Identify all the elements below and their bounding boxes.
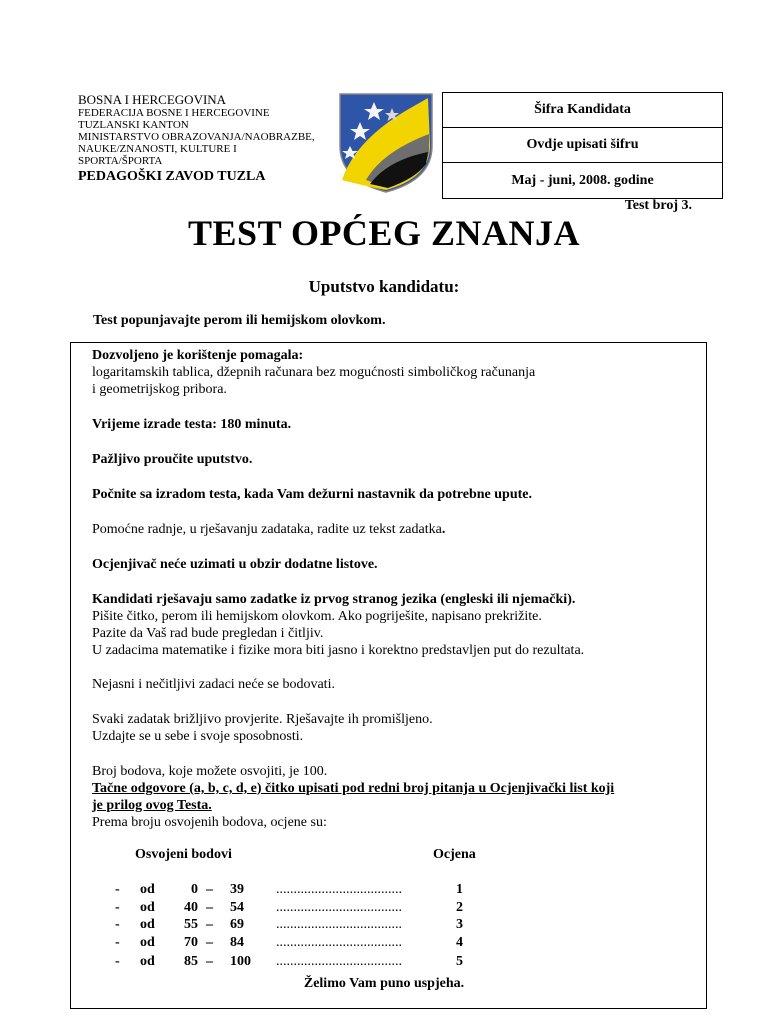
row-sep: – <box>206 882 213 897</box>
row-from: 85 <box>184 954 198 969</box>
neat-note: Pazite da Vaš rad bude pregledan i čitljiv. <box>92 626 324 641</box>
col-points-header: Osvojeni bodovi <box>135 847 232 862</box>
row-grade: 1 <box>456 882 463 897</box>
closing-wish: Želimo Vam puno uspjeha. <box>303 976 465 991</box>
aux-work-instruction <box>92 521 692 538</box>
answers-note-line2: je prilog ovog Testa. <box>92 798 212 813</box>
row-dash: - <box>115 917 120 932</box>
start-instruction: Počnite sa izradom testa, kada Vam dežurni nastavnik da potrebne upute. <box>92 487 533 502</box>
row-from: 0 <box>191 882 198 897</box>
extra-sheets-note: Ocjenjivač neće uzimati u obzir dodatne listove. <box>92 557 378 572</box>
study-instruction: Pažljivo proučite uputstvo. <box>92 452 253 467</box>
row-grade: 5 <box>456 954 463 969</box>
candidate-code-field[interactable]: Ovdje upisati šifru <box>443 128 722 163</box>
row-dash: - <box>115 900 120 915</box>
row-from: 70 <box>184 935 198 950</box>
aids-heading: Dozvoljeno je korištenje pomagala: <box>92 348 304 363</box>
check-note: Svaki zadatak brižljivo provjerite. Rješavajte ih promišljeno. <box>92 712 433 727</box>
row-dots: .................................... <box>276 917 402 932</box>
candidate-code-label: Šifra Kandidata <box>443 93 722 128</box>
row-dash: - <box>115 882 120 897</box>
row-sep: – <box>206 954 213 969</box>
ministry-name-line3: SPORTA/ŠPORTA <box>78 155 163 167</box>
exam-date: Maj - juni, 2008. godine <box>511 172 654 188</box>
row-grade: 2 <box>456 900 463 915</box>
row-grade: 3 <box>456 917 463 932</box>
row-od: od <box>140 900 155 915</box>
illegible-note: Nejasni i nečitljivi zadaci neće se bodovati. <box>92 677 335 692</box>
ministry-name-line2: NAUKE/ZNANOSTI, KULTURE I <box>78 143 237 155</box>
row-od: od <box>140 935 155 950</box>
test-number: Test broj 3. <box>624 198 692 213</box>
pen-instruction: Test popunjavajte perom ili hemijskom olovkom. <box>93 313 386 328</box>
row-to: 54 <box>230 900 244 915</box>
issuer-block <box>78 92 343 185</box>
trust-note: Uzdajte se u sebe i svoje sposobnosti. <box>92 729 304 744</box>
row-dash: - <box>115 935 120 950</box>
ministry-name-line1: MINISTARSTVO OBRAZOVANJA/NAOBRAZBE, <box>78 131 315 143</box>
row-sep: – <box>206 900 213 915</box>
points-note: Broj bodova, koje možete osvojiti, je 100. <box>92 764 328 779</box>
col-grade-header: Ocjena <box>433 847 476 862</box>
row-dots: .................................... <box>276 900 402 915</box>
row-od: od <box>140 917 155 932</box>
row-to: 100 <box>230 954 251 969</box>
row-dots: .................................... <box>276 935 402 950</box>
row-dots: .................................... <box>276 954 402 969</box>
math-note: U zadacima matematike i fizike mora biti jasno i korektno predstavljen put do rezultata. <box>92 643 585 658</box>
country-name: BOSNA I HERCEGOVINA <box>78 92 227 107</box>
instructions-heading: Uputstvo kandidatu: <box>308 277 460 296</box>
row-od: od <box>140 882 155 897</box>
row-sep: – <box>206 935 213 950</box>
aids-line1: logaritamskih tablica, džepnih računara bez mogućnosti simboličkog računanja <box>92 365 536 380</box>
row-from: 55 <box>184 917 198 932</box>
institute-name: PEDAGOŠKI ZAVOD TUZLA <box>78 169 266 184</box>
page-title: TEST OPĆEG ZNANJA <box>188 213 580 253</box>
row-dash: - <box>115 954 120 969</box>
row-to: 84 <box>230 935 244 950</box>
legible-note: Pišite čitko, perom ili hemijskom olovkom. Ako pogriješite, napisano prekrižite. <box>92 609 542 624</box>
instructions-content <box>92 347 692 831</box>
row-dots: .................................... <box>276 882 402 897</box>
aux-work-dot: . <box>441 522 446 537</box>
grades-intro: Prema broju osvojenih bodova, ocjene su: <box>92 815 327 830</box>
coat-of-arms-icon <box>336 88 436 196</box>
row-to: 39 <box>230 882 244 897</box>
row-to: 69 <box>230 917 244 932</box>
aux-work-text: Pomoćne radnje, u rješavanju zadataka, radite uz tekst zadatka <box>92 522 442 537</box>
row-grade: 4 <box>456 935 463 950</box>
row-sep: – <box>206 917 213 932</box>
canton-name: TUZLANSKI KANTON <box>78 119 189 131</box>
federation-name: FEDERACIJA BOSNE I HERCEGOVINE <box>78 107 270 119</box>
language-note: Kandidati rješavaju samo zadatke iz prvog stranog jezika (engleski ili njemački). <box>92 592 576 607</box>
row-from: 40 <box>184 900 198 915</box>
time-limit: Vrijeme izrade testa: 180 minuta. <box>92 417 292 432</box>
answers-note-line1: Tačne odgovore (a, b, c, d, e) čitko upisati pod redni broj pitanja u Ocjenjivački list koji <box>92 781 615 796</box>
aids-line2: i geometrijskog pribora. <box>92 382 227 397</box>
candidate-code-box <box>442 92 723 199</box>
row-od: od <box>140 954 155 969</box>
